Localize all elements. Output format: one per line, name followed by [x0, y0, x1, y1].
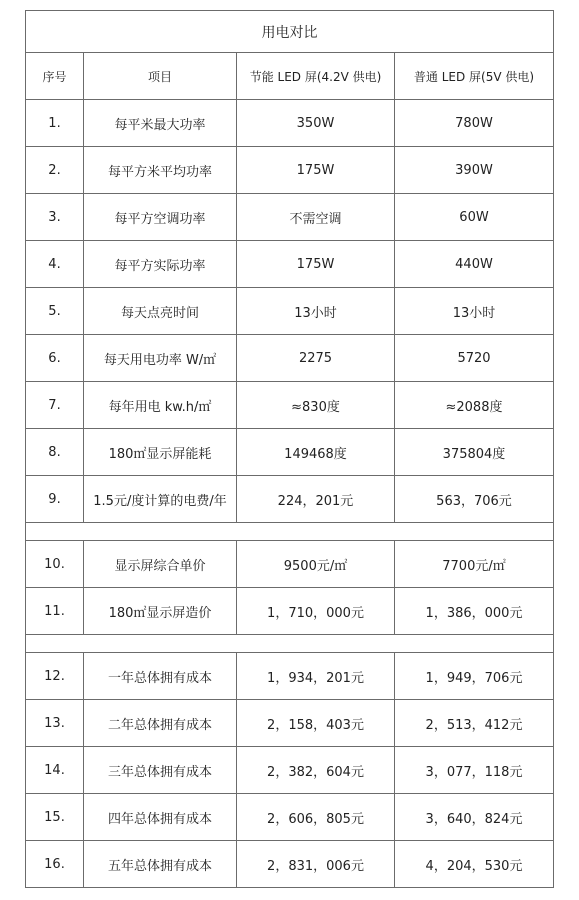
cell-item: 每天点亮时间: [84, 288, 237, 335]
power-comparison-table: [25, 10, 554, 888]
header-standard-led: 普通 LED 屏(5V 供电): [395, 53, 554, 100]
cell-item: 1.5元/度计算的电费/年: [84, 476, 237, 523]
cell-index: 4.: [26, 241, 84, 288]
cell-item: 四年总体拥有成本: [84, 794, 237, 841]
table-title: 用电对比: [26, 11, 554, 53]
cell-index: 15.: [26, 794, 84, 841]
table-row: [26, 288, 554, 335]
table-row: [26, 841, 554, 888]
table-row: [26, 100, 554, 147]
cell-item: 180㎡显示屏能耗: [84, 429, 237, 476]
header-energy-saving-led: 节能 LED 屏(4.2V 供电): [237, 53, 395, 100]
table-row: [26, 194, 554, 241]
cell-index: 13.: [26, 700, 84, 747]
cell-standard-led: 2，513，412元: [395, 700, 554, 747]
cell-item: 三年总体拥有成本: [84, 747, 237, 794]
cell-item: 每平米最大功率: [84, 100, 237, 147]
cell-energy-saving-led: 13小时: [237, 288, 395, 335]
cell-item: 显示屏综合单价: [84, 541, 237, 588]
cell-index: 7.: [26, 382, 84, 429]
table-row: [26, 147, 554, 194]
section-spacer-cell: [26, 635, 554, 653]
cell-index: 9.: [26, 476, 84, 523]
table-row: [26, 588, 554, 635]
table-row: [26, 241, 554, 288]
cell-energy-saving-led: ≈830度: [237, 382, 395, 429]
cell-standard-led: 4，204，530元: [395, 841, 554, 888]
table-row: [26, 382, 554, 429]
table-row: [26, 653, 554, 700]
cell-standard-led: 563，706元: [395, 476, 554, 523]
cell-energy-saving-led: 224，201元: [237, 476, 395, 523]
cell-index: 10.: [26, 541, 84, 588]
section-spacer-row: [26, 523, 554, 541]
cell-energy-saving-led: 149468度: [237, 429, 395, 476]
cell-item: 180㎡显示屏造价: [84, 588, 237, 635]
cell-energy-saving-led: 2，606，805元: [237, 794, 395, 841]
cell-item: 每平方空调功率: [84, 194, 237, 241]
cell-energy-saving-led: 2275: [237, 335, 395, 382]
cell-item: 一年总体拥有成本: [84, 653, 237, 700]
cell-standard-led: 60W: [395, 194, 554, 241]
cell-index: 5.: [26, 288, 84, 335]
cell-standard-led: 390W: [395, 147, 554, 194]
cell-standard-led: 780W: [395, 100, 554, 147]
section-spacer-cell: [26, 523, 554, 541]
header-item: 项目: [84, 53, 237, 100]
cell-energy-saving-led: 175W: [237, 241, 395, 288]
table-row: [26, 700, 554, 747]
cell-energy-saving-led: 不需空调: [237, 194, 395, 241]
cell-standard-led: 7700元/㎡: [395, 541, 554, 588]
cell-index: 6.: [26, 335, 84, 382]
table-row: [26, 541, 554, 588]
cell-item: 每平方实际功率: [84, 241, 237, 288]
cell-index: 14.: [26, 747, 84, 794]
cell-energy-saving-led: 175W: [237, 147, 395, 194]
cell-item: 二年总体拥有成本: [84, 700, 237, 747]
cell-index: 16.: [26, 841, 84, 888]
cell-item: 五年总体拥有成本: [84, 841, 237, 888]
cell-item: 每平方米平均功率: [84, 147, 237, 194]
table-row: [26, 794, 554, 841]
cell-energy-saving-led: 1，934，201元: [237, 653, 395, 700]
table-title-row: [26, 11, 554, 53]
cell-standard-led: 3，640，824元: [395, 794, 554, 841]
cell-energy-saving-led: 2，158，403元: [237, 700, 395, 747]
cell-index: 1.: [26, 100, 84, 147]
table-header-row: [26, 53, 554, 100]
table-row: [26, 429, 554, 476]
cell-energy-saving-led: 2，831，006元: [237, 841, 395, 888]
cell-index: 2.: [26, 147, 84, 194]
cell-index: 3.: [26, 194, 84, 241]
table-row: [26, 335, 554, 382]
cell-item: 每年用电 kw.h/㎡: [84, 382, 237, 429]
cell-energy-saving-led: 9500元/㎡: [237, 541, 395, 588]
cell-energy-saving-led: 1，710，000元: [237, 588, 395, 635]
cell-index: 12.: [26, 653, 84, 700]
cell-standard-led: 375804度: [395, 429, 554, 476]
cell-standard-led: ≈2088度: [395, 382, 554, 429]
table-row: [26, 747, 554, 794]
cell-energy-saving-led: 2，382，604元: [237, 747, 395, 794]
table-row: [26, 476, 554, 523]
cell-index: 8.: [26, 429, 84, 476]
cell-standard-led: 3，077，118元: [395, 747, 554, 794]
cell-item: 每天用电功率 W/㎡: [84, 335, 237, 382]
cell-standard-led: 1，386，000元: [395, 588, 554, 635]
cell-energy-saving-led: 350W: [237, 100, 395, 147]
comparison-table-container: [25, 10, 553, 888]
cell-standard-led: 5720: [395, 335, 554, 382]
section-spacer-row: [26, 635, 554, 653]
header-index: 序号: [26, 53, 84, 100]
table-body: [26, 11, 554, 888]
cell-standard-led: 1，949，706元: [395, 653, 554, 700]
cell-standard-led: 13小时: [395, 288, 554, 335]
cell-standard-led: 440W: [395, 241, 554, 288]
cell-index: 11.: [26, 588, 84, 635]
